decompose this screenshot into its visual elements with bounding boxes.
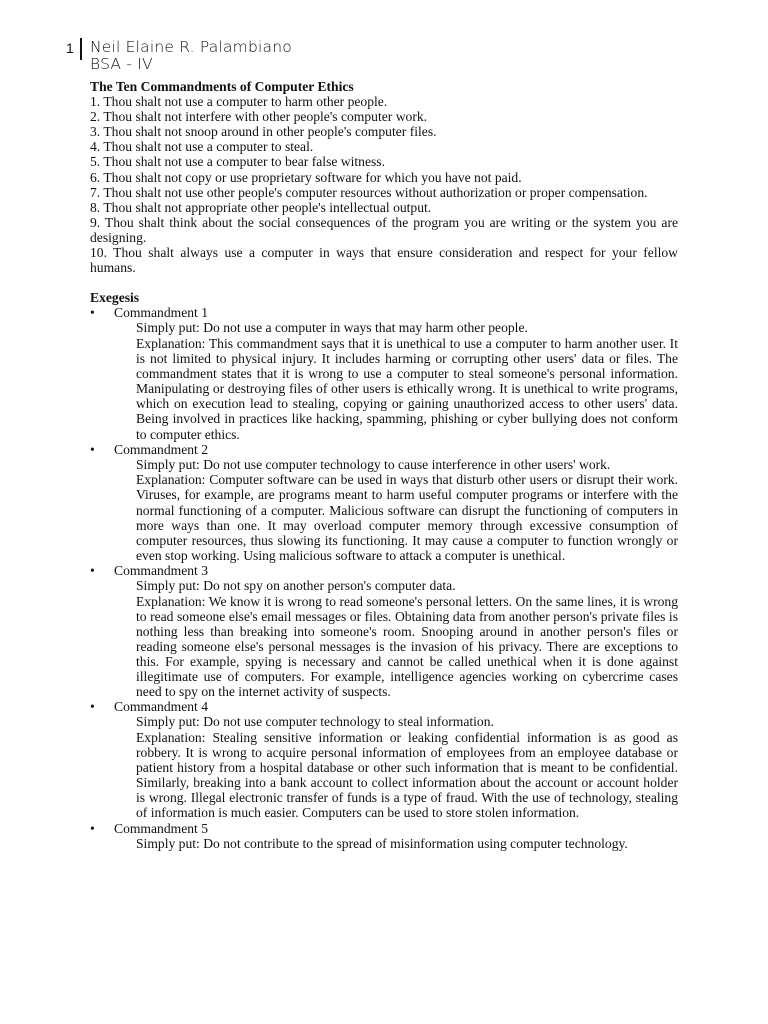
exegesis-item [90, 442, 678, 563]
exegesis-item [90, 699, 678, 820]
commandment-item: 5. Thou shalt not use a computer to bear false witness. [90, 154, 385, 170]
bullet-icon: • [90, 562, 95, 578]
commandments-list [90, 94, 678, 275]
exegesis-item-title: Commandment 2 [114, 441, 209, 457]
exegesis-item [90, 305, 678, 441]
exegesis-item-title: Commandment 4 [114, 699, 209, 715]
explanation: Explanation: This commandment says that it is unethical to use a computer to harm another user. It is not limited to physical injury. It includes harming or corrupting other users' data or files. The commandment states that it is wrong to use a computer to steal someone's personal information. Manipulating or destroying files of other users is ethically wrong. It is unethical to write programs, which on execution lead to stealing, copying or gaining unauthorized access to other users' data. Being involved in practices like hacking, spamming, phishing or cyber bullying does not conform to computer ethics. [136, 336, 678, 442]
bullet-icon: • [90, 305, 95, 321]
exegesis-item [90, 563, 678, 699]
document-title: The Ten Commandments of Computer Ethics [90, 79, 354, 94]
simply-put: Simply put: Do not contribute to the spread of misinformation using computer technology. [136, 835, 628, 851]
simply-put: Simply put: Do not use a computer in ways that may harm other people. [136, 320, 528, 336]
header-divider [80, 38, 82, 60]
commandment-item: 2. Thou shalt not interfere with other people's computer work. [90, 109, 428, 125]
bullet-icon: • [90, 441, 95, 457]
commandment-item: 9. Thou shalt think about the social consequences of the program you are writing or the system you are designing. [90, 214, 678, 245]
exegesis-list [90, 305, 678, 850]
explanation: Explanation: Computer software can be used in ways that disturb other users or disrupt their work. Viruses, for example, are programs meant to harm useful computer programs or interfere with the normal functioning of a computer. Malicious software can disrupt the functioning of computers in more ways than one. It may overload computer memory through excessive consumption of computer resources, thus slowing its functioning. It may cause a computer to function wrongly or even stop working. Using malicious software to attack a computer is unethical. [136, 472, 678, 563]
commandment-item: 8. Thou shalt not appropriate other people's intellectual output. [90, 199, 432, 215]
exegesis-item-title: Commandment 5 [114, 820, 209, 836]
document-body [90, 79, 678, 851]
exegesis-item-title: Commandment 1 [114, 305, 209, 321]
simply-put: Simply put: Do not use computer technology to steal information. [136, 714, 494, 730]
exegesis-item-title: Commandment 3 [114, 562, 209, 578]
bullet-icon: • [90, 820, 95, 836]
bullet-icon: • [90, 699, 95, 715]
author-name: Neil Elaine R. Palambiano [90, 38, 292, 56]
course-label: BSA - IV [90, 55, 153, 73]
explanation: Explanation: We know it is wrong to read someone's personal letters. On the same lines, it is wrong to read someone else's email messages or files. Obtaining data from another person's private files is nothing less than breaking into someone's room. Snooping around in another person's files or reading someone else's personal messages is the invasion of his privacy. There are exceptions to this. For example, spying is necessary and cannot be called unethical when it is done against illegitimate use of computers. For example, intelligence agencies working on cybercrime cases need to spy on the internet activity of suspects. [136, 593, 678, 700]
commandment-item: 3. Thou shalt not snoop around in other people's computer files. [90, 124, 437, 140]
explanation: Explanation: Stealing sensitive information or leaking confidential information is as good as robbery. It is wrong to acquire personal information of employees from an employee database or patient history from a hospital database or other such information that is meant to be confidential. Similarly, breaking into a bank account to collect information about the account or account holder is wrong. Illegal electronic transfer of funds is a type of fraud. With the use of technology, stealing of information is much easier. Computers can be used to store stolen information. [136, 729, 678, 821]
commandment-item: 4. Thou shalt not use a computer to steal. [90, 139, 314, 155]
page-number: 1 [66, 40, 74, 56]
commandment-item: 1. Thou shalt not use a computer to harm other people. [90, 94, 388, 110]
commandment-item: 7. Thou shalt not use other people's computer resources without authorization or proper compensation. [90, 184, 648, 200]
commandment-item: 6. Thou shalt not copy or use proprietary software for which you have not paid. [90, 169, 522, 185]
commandment-item: 10. Thou shalt always use a computer in ways that ensure consideration and respect for your fellow humans. [90, 245, 678, 276]
simply-put: Simply put: Do not spy on another person's computer data. [136, 578, 456, 593]
exegesis-heading: Exegesis [90, 290, 140, 306]
simply-put: Simply put: Do not use computer technology to cause interference in other users' work. [136, 456, 611, 472]
exegesis-item [90, 821, 678, 851]
